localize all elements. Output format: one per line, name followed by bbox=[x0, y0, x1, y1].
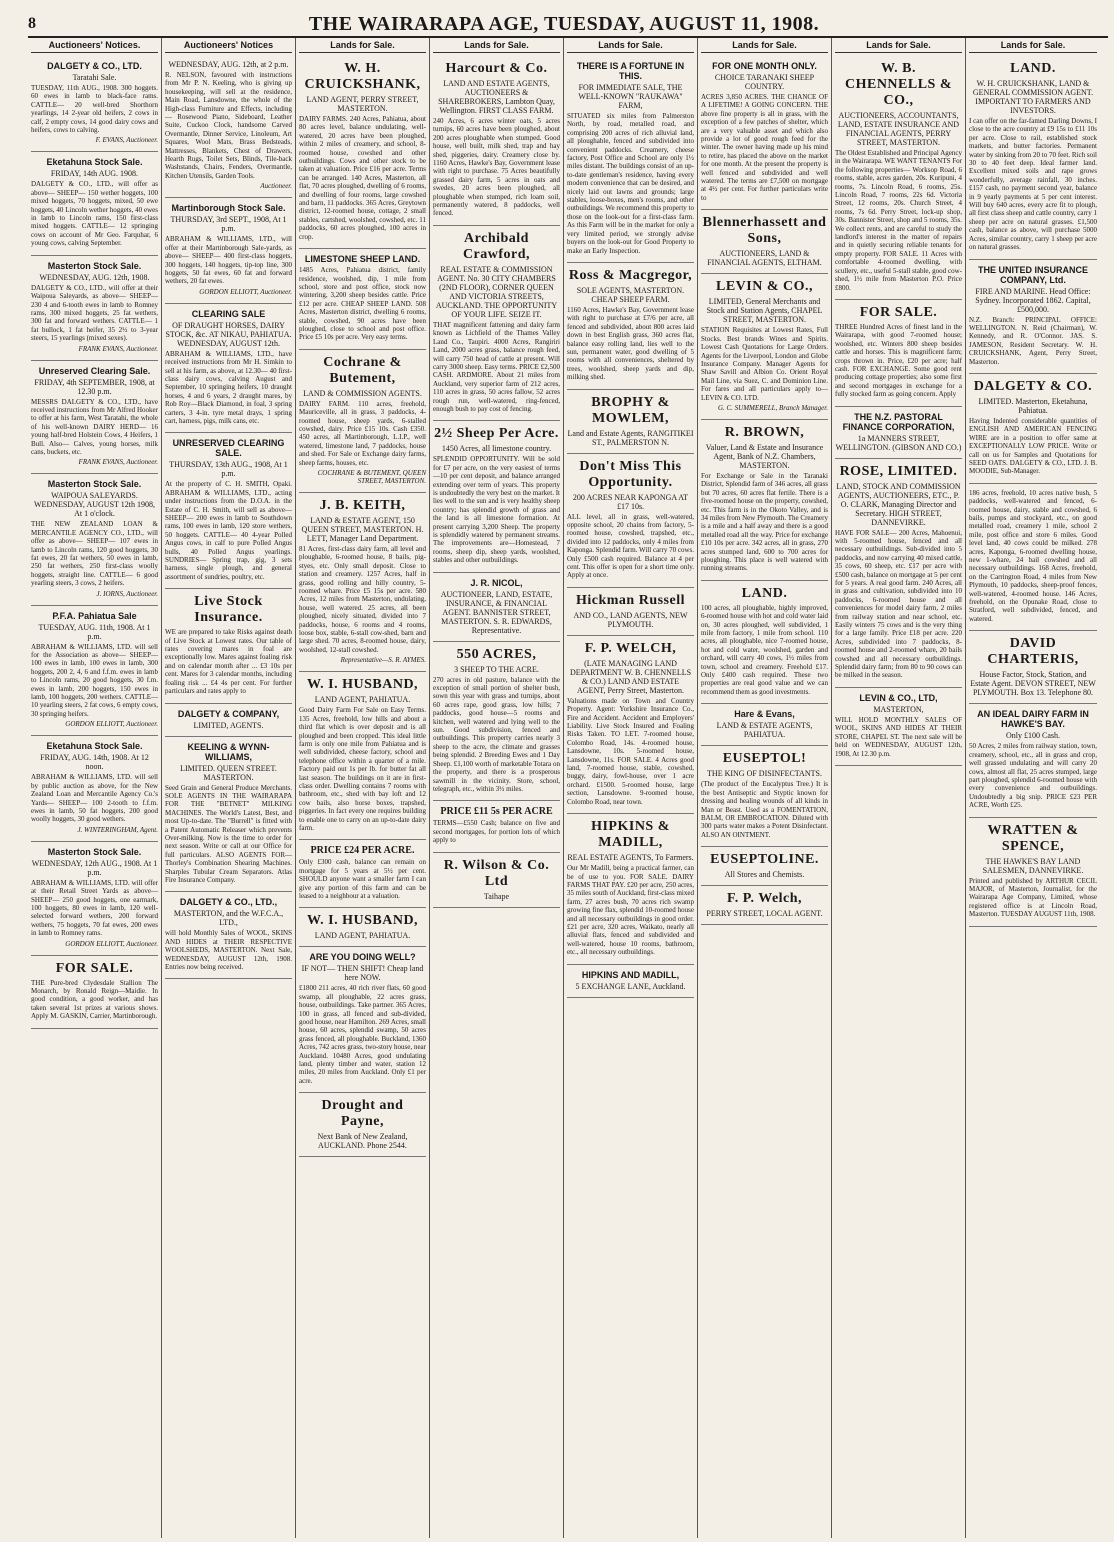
ad-body: 81 Acres, first-class dairy farm, all level and ploughable, 6-roomed house, 8 bails, pig-styes, etc. Only small deposit. Close to station and creamery. 1257 Acres, half in grass, good rolling and hilly country, 5-roomed whare. Price £5 15s per acre. 580 Acres, 12 miles from Masterton, undulating, house, well watered. 25 acres, all been ploughed, nicely situated, divided into 7 paddocks, house, 6 rooms and 4 rooms, loose box, stable, 6-stall cow-shed, barn and large shed. 70 acres, 8-roomed house, dairy, woolshed, 12-stall cowshed. bbox=[299, 545, 426, 654]
advertisement bbox=[701, 420, 828, 581]
advertisement bbox=[567, 390, 694, 454]
advertisement bbox=[969, 631, 1097, 704]
ad-body: Seed Grain and General Produce Merchants. SOLE AGENTS IN THE WAIRARAPA FOR THE "BETNET" MILKING MACHINES. The World's Latest, Best, and most Up-to-date. The "Burrell" is fitted with a Patent Automatic Releaser which prevents Over-milking. Now is the time to order for next season. Write or call at our Office for full particulars. ALSO AGENTS FOR— Thorley's Combination Shearing Machines. Sharples Tubular Cream Separators. Atlas Fire Insurance Company. bbox=[165, 783, 292, 884]
column-header: Auctioneers' Notices bbox=[165, 38, 292, 53]
ad-body: ACRES 3,850 ACRES. THE CHANCE OF A LIFETIME! A GOING CONCERN. THE above fine property is all in grass, with the exception of a few patches of shelter, which are a very valuable asset and which also provide a lot of good rough feed for the winter. The owner having made up his mind to retire, has placed the above on the market for one month. At the present the property is well fenced and subdivided and well watered. The terms are £7,500 on mortgage at 4½ per cent. For further particulars write to bbox=[701, 93, 828, 202]
ad-body: THREE Hundred Acres of finest land in the Wairarapa, with good 7-roomed house; woolshed, etc. Winters 800 sheep besides cattle and horses. This is magnificent farm; crops thrown in. Price, £20 per acre; half cash. FOR EXCHANGE. Some good rent producing cottage properties; also some first and second mortgages in exchange for a fully stocked farm as going concern. Apply bbox=[835, 322, 962, 399]
advertisement bbox=[299, 350, 426, 493]
ad-body: For Exchange or Sale in the Taranaki District, Splendid farm of 346 acres, all grass but 70 acres, 60 acres flat fertile. There is a five-roomed house on the property, cowshed, etc. This farm is in the Okoto Valley, and is 34 miles from New Plymouth. The Creamery is a mile and a half away and there is a good metalled road all the way. Price for exchange £10 10s per acre. 342 acres, all in grass, 270 acres stumped land, 600 to 700 acres for ploughing. This place is well watered with running streams. bbox=[701, 471, 828, 573]
ad-body: The Oldest Established and Principal Agency in the Wairarapa. WE WANT TENANTS For the following properties— Worksop Road, 6 rooms, stable, acres garden, 20s. Kuripuni, 4 rooms, 7s. Lincoln Road, 6 rooms, 25s. Lincoln Road, 7 rooms, 22s 6d. Victoria Street, 12 rooms, 20s. Church Street, 4 rooms, 7s 6d. Perry Street, lock-up shop, 30s. Bannister Street, shop and 5 rooms, 35s. We collect rents, and are careful to study the landlord's interest in the matter of repairs and in quietly securing reliable tenants for empty property. FOR SALE. 11 Acres with comfortable 4-roomed dwelling, with scullery, etc., useful 5-stall stable, good cow-shed, 1½ mile from Masterton P.O. Price £800. bbox=[835, 149, 962, 292]
ad-title: Hickman Russell bbox=[575, 592, 685, 608]
ad-body: ABRAHAM & WILLIAMS, LTD. will sell for the Association as above— SHEEP— 100 ewes in lamb, 100 ewes in lamb, 300 hoggets, 200 2, 4, 6 and f.f.m. ewes in lamb to Lincoln rams, 20 good hoggets, 30 f.m. ewes in lamb, 200 hoggets, 150 ewes in lamb, 100 hoggets, 200 wethers. CATTLE— 10 yearling steers, 2 fat cows, 6 empty cows, 30 springing heifers. bbox=[31, 642, 158, 718]
ad-body: At the property of C. H. SMITH, Opaki. ABRAHAM & WILLIAMS, LTD., acting under instructions from the D.O.A. in the Estate of C. H. Smith, will sell as above— SHEEP— 200 ewes in lamb to Southdown rams, 100 ewes in lamb, 120 store wethers, 50 hoggets. CATTLE— 40 4-year Polled Angus cows, in calf to pure Polled Angus bulls, 40 Polled Angus yearlings. SUNDRIES— Spring trap, gig, 3 sets harness, single plough, and general assortment of sundries, poultry, etc. bbox=[165, 480, 292, 581]
ad-body: WILL HOLD MONTHLY SALES OF WOOL, SKINS AND HIDES AT THEIR STORE, CHAPEL ST. The next sale will be held on WEDNESDAY, AUGUST 12th, 1908, At 12.30 p.m. bbox=[835, 715, 962, 758]
ad-title: W. B. CHENNELLS & CO., bbox=[844, 61, 953, 108]
ad-title: R. Wilson & Co. Ltd bbox=[443, 857, 550, 889]
ad-subtitle: IF NOT— THEN SHIFT! Cheap land here NOW. bbox=[301, 964, 424, 983]
advertisement bbox=[433, 421, 560, 572]
ad-signature: Auctioneer. bbox=[260, 182, 292, 191]
advertisement bbox=[701, 210, 828, 274]
ad-title: DALGETY & COMPANY, bbox=[177, 708, 280, 719]
ad-title: W. H. CRUICKSHANK, bbox=[304, 61, 421, 92]
ad-signature: FRANK EVANS, Auctioneer. bbox=[78, 458, 158, 467]
advertisement bbox=[567, 263, 694, 390]
ad-title: W. I. HUSBAND, bbox=[306, 677, 419, 693]
ad-title: Blennerhassett and Sons, bbox=[702, 215, 827, 247]
ad-body: 1485 Acres, Pahiatua district, family residence, woolshed, dip, 1 mile from school, store and post office, stock now wintering, 3,200 sheep besides cattle. Price £12 per acre. CHEAP SHEEP LAND. 508 Acres, Masterton district, dwelling 6 rooms, stable, cowshed, 90 acres have been ploughed, close to school and post office. Price £5 10s per acre. Very easy terms. bbox=[299, 266, 426, 342]
advertisement bbox=[969, 260, 1097, 374]
ad-body: 1160 Acres, Hawke's Bay, Government lease with right to purchase at £7/6 per acre, all fenced and subdivided, about 800 acres laid down in best English grass, 360 acres flat, balance easy rolling land, lies well to the sun, permanent water, good dwelling of 5 rooms with all conveniences, sheltered by trees, woolshed, sheep yards and dip, milking shed. bbox=[567, 305, 694, 382]
ad-subtitle: THURSDAY, 13th AUG., 1908, At 1 p.m. bbox=[169, 460, 288, 479]
column-7 bbox=[832, 38, 966, 1538]
ad-body: ABRAHAM & WILLIAMS, LTD. will sell by public auction as above, for the New Zealand Loan and Mercantile Agency Co.'s Yards— SHEEP— 100 2-tooth to f.f.m. ewes in lamb, 50 fat hoggets, 200 good woolly hoggets, 30 good wethers. bbox=[31, 773, 158, 824]
ad-subtitle: Taihape bbox=[483, 891, 510, 901]
newspaper-title: THE WAIRARAPA AGE, TUESDAY, AUGUST 11, 1908. bbox=[308, 12, 820, 35]
ad-subtitle: PERRY STREET, LOCAL AGENT. bbox=[706, 909, 823, 919]
advertisement bbox=[433, 226, 560, 421]
ad-subtitle: LAND AND ESTATE AGENTS, AUCTIONEERS & SHAREBROKERS, Lambton Quay, Wellington. FIRST CLASS FARM. bbox=[438, 79, 555, 115]
column-3 bbox=[296, 38, 430, 1538]
ad-body: £1800 211 acres, 40 rich river flats, 60 good swamp, all ploughable, 22 acres grass, house, outbuildings. Take partner. 365 Acres, 100 in grass, all fenced and sub-divided, good house, near Hamilton. 269 Acres, small house, 60 acres, splendid swamp, 50 acres grass fenced, all ploughable. Buckland, 1360 Acres, 742 acres grass, two-story house, near Auckland. 10480 Acres, good undulating land, plenty timber and water, station 12 miles, 20 miles from Auckland. Only £1 per acre. bbox=[299, 984, 426, 1085]
ad-subtitle: Next Bank of New Zealand, AUCKLAND. Phone 2544. bbox=[317, 1132, 408, 1151]
advertisement bbox=[835, 407, 962, 459]
ad-subtitle: 1a MANNERS STREET, WELLINGTON. (GIBSON AND CO.) bbox=[835, 433, 962, 452]
ad-subtitle: SOLE AGENTS, MASTERTON. CHEAP SHEEP FARM. bbox=[576, 285, 685, 304]
advertisement bbox=[165, 433, 292, 589]
ad-title: Cochrane & Butement, bbox=[323, 354, 402, 386]
ad-body: N.Z. Branch: PRINCIPAL OFFICE: WELLINGTON. N. Reid (Chairman), W. Kennedy, and R. O'Connor. JAS. S. JAMESON, Resident Secretary. W. H. CRUICKSHANK, Agent, Perry Street, Masterton. bbox=[969, 315, 1097, 366]
ad-title: KEELING & WYNN-WILLIAMS, bbox=[187, 741, 270, 762]
ad-subtitle: Only £100 Cash. bbox=[1006, 731, 1060, 741]
ad-body: Our Mr Madill, being a practical farmer, can be of use to you. FOR SALE. DAIRY FARMS THAT PAY. £20 per acre, 250 acres, 35 miles south of Auckland, first-class mixed farm, 27 acres bush, 70 acres rich swamp growing fine flax, splendid 10-roomed house and all necessary outbuildings in good order. £21 per acre, 320 acres, Waikato, nearly all alluvial flats, fenced and subdivided and well-watered, house 10 rooms, bathroom, etc., all necessary outbuildings. bbox=[567, 864, 694, 957]
advertisement bbox=[701, 56, 828, 210]
ad-body: DALGETY & CO., LTD., will offer as above— SHEEP— 150 wether hoggets, 100 mixed hoggets, 70 hoggets, mixed, 50 ewe hoggets, 40 Lincoln wether hoggets, 40 ewes in lamb to Lincoln rams, 150 first-class mixed hoggets. CATTLE— 12 springing cows on account of Mr Geo. Farquhar, 6 young cows, calving September. bbox=[31, 180, 158, 248]
ad-subtitle: REAL ESTATE & COMMISSION AGENT. No. 30 CITY CHAMBERS (2ND FLOOR), CORNER QUEEN AND VICTORIA STREETS, AUCKLAND. THE OPPORTUNITY OF YOUR LIFE. SEIZE IT. bbox=[435, 264, 558, 319]
ad-subtitle: THE KING OF DISINFECTANTS. bbox=[707, 769, 822, 779]
advertisement bbox=[433, 573, 560, 642]
ad-title: F. P. WELCH, bbox=[584, 640, 677, 656]
advertisement bbox=[969, 56, 1097, 260]
advertisement bbox=[165, 589, 292, 703]
advertisement bbox=[969, 704, 1097, 817]
ad-subtitle: FOR IMMEDIATE SALE, THE WELL-KNOWN "RAUKAWA" FARM, bbox=[578, 83, 683, 110]
advertisement bbox=[701, 704, 828, 746]
ad-title: 2½ Sheep Per Acre. bbox=[434, 426, 559, 442]
advertisement bbox=[31, 474, 158, 605]
advertisement bbox=[567, 588, 694, 636]
advertisement bbox=[701, 886, 828, 925]
ad-subtitle: TUESDAY, AUG. 11th, 1908. At 1 p.m. bbox=[38, 622, 151, 641]
ad-subtitle: Land and Estate Agents, RANGITIKEI ST., PALMERSTON N. bbox=[567, 428, 694, 447]
ad-subtitle: LIMITED, AGENTS. bbox=[193, 720, 264, 730]
ad-subtitle: LIMITED. Masterton, Eketahuna, Pahiatua. bbox=[978, 396, 1088, 415]
advertisement bbox=[835, 56, 962, 300]
ad-body: Good Dairy Farm For Sale on Easy Terms. 135 Acres, freehold, low hills and about a third flat which is over deposit and is all ploughed and been cropped. This ideal little farm is only one mile from Pahiatua and is well subdivided, cheese factory, school and telephone office within a quarter of a mile. Factory paid out 1s per lb. for butter fat all last season. The buildings on it are in first-class order. Dwelling contains 7 rooms with bathroom, etc., shed with bay loft and 12 cow bails, also horse boxes, trapshed, piggeries. In fact every one requires building to enable one to carry on an up-to-date dairy farm. bbox=[299, 706, 426, 832]
advertisement bbox=[433, 56, 560, 226]
column-1 bbox=[28, 38, 162, 1538]
advertisement bbox=[31, 361, 158, 475]
ad-body: ABRAHAM & WILLIAMS, LTD., have received instructions from Mr H. Simkin to sell at his farm, as above, at 12.30— 40 first-class dairy cows, calving August and September, 10 springing heifers, 10 draught horses, 4 and 6 years, 2 draught mares, by Rob Roy—Black Diamond, in foal, 3 spring carters, 3 4-in. tyre metal drays, 1 spring cart, harness, pigs, milk cans, etc. bbox=[165, 349, 292, 425]
advertisement bbox=[299, 908, 426, 947]
advertisement bbox=[701, 847, 828, 886]
ad-subtitle: LIMITED. QUEEN STREET. MASTERTON. bbox=[180, 763, 277, 782]
ad-title: Hare & Evans, bbox=[734, 709, 795, 720]
ad-subtitle: THE HAWKE'S BAY LAND SALESMEN, DANNEVIRKE. bbox=[982, 856, 1084, 875]
ad-body: SPLENDID OPPORTUNITY. Will be sold for £7 per acre, on the very easiest of terms—10 per cent deposit, and balance arranged extending over term of years. This property is undoubtedly the very best on the market. It lies well to the sun and is very healthy sheep country; has splendid growth of grass and the land is all limestone formation. At present carrying 3,200 Sheep. The property is splendidly watered by permanent streams. The improvements are—Homestead, 7 rooms, sheep dip, sheep yards, woolshed, stables and other outbuildings. bbox=[433, 455, 560, 565]
ad-title: DALGETY & CO., LTD., bbox=[179, 897, 278, 908]
ad-title: W. I. HUSBAND, bbox=[306, 913, 419, 929]
ad-subtitle: 200 ACRES NEAR KAPONGA AT £17 10s. bbox=[572, 492, 689, 511]
advertisement bbox=[165, 892, 292, 979]
ad-title: J. R. NICOL, bbox=[470, 577, 523, 588]
ad-subtitle: 3 SHEEP TO THE ACRE. bbox=[454, 664, 539, 674]
advertisement bbox=[299, 249, 426, 350]
ad-title: CLEARING SALE bbox=[191, 308, 266, 319]
advertisement bbox=[31, 152, 158, 255]
ad-title: Harcourt & Co. bbox=[445, 61, 548, 76]
ad-signature: G. C. SUMMERELL, Branch Manager. bbox=[717, 403, 828, 412]
advertisement bbox=[165, 56, 292, 198]
ad-signature: Representative—S. R. AYMES. bbox=[340, 656, 426, 665]
advertisement bbox=[835, 688, 962, 766]
ad-body: DALGETY & CO., LTD., will offer at their Waipoua Saleyards, as above— SHEEP— 230 4 and 6-tooth ewes in lamb to Romney rams, 300 mixed hoggets, 25 fat wethers, 300 fat and forward wethers. CATTLE— 1 fat bullock, 1 fat heifer, 35 2½ to 3-year steers, 15 yearlings (mixed sexes). bbox=[31, 283, 158, 343]
ad-title: LIMESTONE SHEEP LAND. bbox=[304, 254, 421, 265]
page-number: 8 bbox=[28, 15, 36, 32]
advertisement bbox=[701, 274, 828, 420]
ad-title: LAND. bbox=[1010, 61, 1056, 76]
ad-subtitle: MASTERTON, and the W.F.C.A., LTD., bbox=[173, 909, 284, 928]
ad-body: WE are prepared to take Risks against death of Live Stock at Lowest rates. Our table of rates covering mares in foal are exceptionally low. Mares against foaling risk and on calendar month after ... £3 10s per cent. Mares for 3 calendar months, including foaling risk ... £4 4s per cent. For further particulars and rates apply to bbox=[165, 628, 292, 696]
advertisement bbox=[299, 493, 426, 672]
advertisement bbox=[31, 606, 158, 737]
ad-body: (The product of the Eucalyptus Tree.) It is the best Antiseptic and Styptic known for dressing and healing wounds of all kinds in Man or Beast. Used as a FOMENTATION, BALM, OR EMBROCATION. Diluted with 300 parts water makes a Potent Disinfectant. ALSO AN OINTMENT. bbox=[701, 780, 828, 839]
column-header: Lands for Sale. bbox=[835, 38, 962, 53]
ad-title: Drought and Payne, bbox=[321, 1098, 404, 1130]
ad-title: DAVID CHARTERIS, bbox=[987, 636, 1079, 668]
ad-body: 100 acres, all ploughable, highly improved, 6-roomed house with hot and cold water laid on, 30 acres ploughed, well subdivided, 1 mile from factory, 1 mile from school. 110 acres, all ploughable, nice 7-roomed house, hot and cold water, woolshed, garden and orchard, will carry 40 cows, 1½ miles from town, school and creamery. Freehold £17. Only £400 cash required. These two properties are real good value and we can recommend them as good investments. bbox=[701, 603, 828, 696]
ad-body: will hold Monthly Sales of WOOL, SKINS AND HIDES at THEIR RESPECTIVE WOOLSHEDS, MASTERTON. Next Sale, WEDNESDAY, AUGUST 12th, 1908. Entries now being received. bbox=[165, 929, 292, 971]
ad-subtitle: LAND & ESTATE AGENTS, PAHIATUA. bbox=[716, 721, 813, 740]
ad-title: FOR ONE MONTH ONLY. bbox=[712, 61, 817, 71]
ad-subtitle: OF DRAUGHT HORSES, DAIRY STOCK, &c. AT NIKAU, PAHIATUA. WEDNESDAY, AUGUST 12th. bbox=[165, 320, 292, 348]
ad-title: FOR SALE. bbox=[859, 304, 938, 320]
advertisement bbox=[835, 300, 962, 407]
ad-body: 50 Acres, 2 miles from railway station, town, creamery, school, etc., all in grass and crop, well grassed undulating and will carry 20 cows, almost all flat, 25 acres stumped, large part ploughed, splendid 6-roomed house with every convenience and outbuildings. Undoubtedly a big snip. PRICE £23 PER ACRE, Worth £25. bbox=[969, 742, 1097, 810]
ad-title: J. B. KEITH, bbox=[319, 498, 406, 513]
ad-subtitle: (LATE MANAGING LAND DEPARTMENT W. B. CHENNELLS & CO.) LAND AND ESTATE AGENT, Perry Street, Masterton. bbox=[569, 658, 692, 695]
ad-title: EUSEPTOL! bbox=[722, 751, 807, 767]
ad-body: THE Pure-bred Clydesdale Stallion The Monarch, by Ronald Reign—Maidie. In good condition, a good worker, and has taken several 1st prizes at various shows. Apply M. GASKIN, Carrier, Martinborough. bbox=[31, 978, 158, 1021]
column-header: Lands for Sale. bbox=[433, 38, 560, 53]
ad-body: ABRAHAM & WILLIAMS, LTD., will offer at their Martinborough Sale-yards, as above— SHEEP— 400 first-class hoggets, 300 hoggets, 140 hoggets, tip-top line, 300 hoggets, 50 fat ewes, 60 fat and forward wethers, 20 fat ewes. bbox=[165, 235, 292, 286]
ad-title: THE N.Z. PASTORAL FINANCE CORPORATION, bbox=[842, 411, 955, 432]
column-header: Lands for Sale. bbox=[969, 38, 1097, 53]
ad-body: STATION Requisites at Lowest Rates, Full Stocks. Best brands Wines and Spirits. Lowest Cash Quotations for Large Orders. Agents for the Liverpool, London and Globe Insurance Company. Manager Agents for Shaw Savill and Albion Co. Orient Royal Mail Line, via Suez, C. and Dominion Line. For fares and all particulars apply to— LEVIN & CO. LTD. bbox=[701, 326, 828, 402]
ad-title: F. P. Welch, bbox=[726, 891, 803, 907]
advertisement bbox=[31, 956, 158, 1029]
ad-signature: COCHRANE & BUTEMENT, QUEEN STREET, MASTERTON. bbox=[317, 469, 426, 485]
ad-title: EUSEPTOLINE. bbox=[710, 852, 819, 868]
advertisement bbox=[299, 1093, 426, 1157]
ad-subtitle: AUCTIONEERS, ACCOUNTANTS, LAND, ESTATE INSURANCE AND FINANCIAL AGENTS, PERRY STREET, MASTERTON. bbox=[837, 111, 960, 147]
ad-title: LAND. bbox=[741, 585, 788, 601]
ad-subtitle: THURSDAY, 3rd SEPT., 1908, At 1 p.m. bbox=[170, 215, 287, 234]
ad-subtitle: WEDNESDAY, AUG. 12th, at 2 p.m. bbox=[168, 60, 289, 69]
masthead bbox=[28, 12, 1108, 38]
ad-subtitle: REAL ESTATE AGENTS, To Farmers. bbox=[567, 853, 694, 863]
ad-title: 550 ACRES, bbox=[456, 646, 537, 662]
advertisement bbox=[567, 814, 694, 964]
ad-body: SITUATED six miles from Palmerston North, by road, metalled road, and comprising 200 acres of rich alluvial land, all ploughable, fenced and subdivided into convenient paddocks. Creamery, cheese factory, Post Office and School are only 1½ miles distant. The buildings consist of an up-to-date gentleman's residence, having every modern convenience that can be desired, and nicely laid out lawns and grounds; large stables, loose-boxes, men's rooms, and other outbuildings. We recommend this property to those on the look-out for a first-class farm. As this Farm will be in the market for only a very limited period, we strongly advise buyers on the look-out for Good Property to make an Early Inspection. bbox=[567, 112, 694, 255]
ad-signature: J. IORNS, Auctioneer. bbox=[96, 589, 158, 598]
ad-subtitle: 5 EXCHANGE LANE, Auckland. bbox=[575, 981, 686, 991]
ad-body: ALL level, all in grass, well-watered, opposite school, 20 chains from factory, 5-roomed house, cowshed, trapshed, etc., divided into 12 paddocks, only 4 miles from Kaponga. Splendid farm. Will carry 70 cows. Only £500 cash required. Balance at 4 per cent. This offer is open for a short time only. Apply at once. bbox=[567, 512, 694, 580]
ad-title: DALGETY & CO., LTD. bbox=[47, 61, 142, 71]
ad-title: Archibald Crawford, bbox=[462, 230, 531, 262]
ad-subtitle: FRIDAY, 4th SEPTEMBER, 1908, at 12.30 p.m. bbox=[34, 377, 155, 396]
ad-subtitle: W. H. CRUICKSHANK, LAND & GENERAL COMMISSION AGENT. IMPORTANT TO FARMERS AND INVESTORS. bbox=[972, 79, 1094, 115]
columns bbox=[28, 38, 1110, 1538]
ad-subtitle: WEDNESDAY, 12th AUG., 1908. At 1 p.m. bbox=[31, 858, 158, 877]
advertisement bbox=[701, 581, 828, 704]
advertisement bbox=[165, 198, 292, 303]
ad-body: MESSRS DALGETY & CO., LTD., have received instructions from Mr Alfred Hooker to offer at his farm, West Taratahi, the whole of his well-known DAIRY HERD— 16 young half-bred Holstein Cows, 4 Heifers, 1 Bull. Also— Calves, young horses, milk cans, buckets, etc. bbox=[31, 397, 158, 456]
advertisement bbox=[31, 256, 158, 361]
ad-title: LEVIN & CO., bbox=[715, 279, 813, 295]
ad-body: Only £300 cash, balance can remain on mortgage for 5 years at 5½ per cent. SHOULD anyone want a smaller farm I can give any portion of this farm and can be leased to a neighbour at a valuation. bbox=[299, 858, 426, 900]
ad-signature: F. EVANS, Auctioneer. bbox=[95, 136, 158, 145]
ad-body: R. NELSON, favoured with instructions from Mr P. N. Keeling, who is giving up housekeeping, will sell at the residence, Main Road, Lansdowne, the whole of the High-class Furniture and Effects, including— Rosewood Piano, Sideboard, Leather Suite, Cuckoo Clock, handsome Carved Overmantle, Dinner Service, Linoleum, Art Squares, Wool Mats, Brass Bedsteads, Mattresses, Blankets, Chest of Drawers, Hearth Rugs, Toilet Sets, Blinds, Tile-back Washstands, Chairs, Fenders, Overmantle, Kitchen Utensils, Garden Tools. bbox=[165, 71, 292, 180]
ad-subtitle: LAND AGENT, PAHIATUA. bbox=[314, 931, 411, 941]
ad-body: THAT magnificent fattening and dairy farm known as Lichfield of the Thames Valley Land Co., Taupiri. 4000 Acres, Rangiriri Land, 2000 acres grass, balance rough feed, will carry 750 head of cattle at present. Will carry 3000 sheep. Easy terms. PRICE £2,500 CASH. ARDMORE. About 21 miles from Auckland, very superior farm of 212 acres, 110 acres in grass, 50 acres fallow, 52 acres rough run, well-watered, ring-fenced, enough bush to pay cost of fencing. bbox=[433, 320, 560, 413]
ad-subtitle: Valuer, Land & Estate and Insurance Agent, Bank of N.Z. Chambers, MASTERTON. bbox=[705, 442, 824, 470]
advertisement bbox=[433, 642, 560, 802]
ad-title: HIPKINS AND MADILL, bbox=[581, 969, 680, 980]
ad-subtitle: 1450 Acres, all limestone country. bbox=[441, 444, 552, 454]
ad-title: THERE IS A FORTUNE IN THIS. bbox=[576, 61, 685, 81]
ad-body: 186 acres, freehold, 10 acres native bush, 5 paddocks, well-watered and fenced, 6-roomed house, dairy, stable and cowshed, 6 bails, pumps and stockyard, etc., on good metalled road, creamery 1 mile, school 2 mile, post office and store 6 miles. Good level land, 40 cows could be milked. 278 acres, Kaponga, 6-roomed dwelling house, new 1-whare, 24 bail cowshed and all necessary outbuildings. 168 Acres, freehold, on the Carrington Road, 4 miles from New Plymouth, 10 paddocks, sheep-proof fences, well-watered, 4-roomed house. 146 Acres, freehold, on the Opunake Road, close to Stratford, well subdivided, fenced, and watered. bbox=[969, 488, 1097, 623]
ad-title: Martinborough Stock Sale. bbox=[171, 203, 286, 214]
advertisement bbox=[567, 56, 694, 263]
advertisement bbox=[567, 454, 694, 588]
ad-body: DAIRY FARMS. 240 Acres, Pahiatua, about 80 acres level, balance undulating, well-watered, 20 acres have been ploughed, within 2 miles of creamery, and school, 8-roomed house, cowshed and other outbuildings. Cows and other stock to be taken at valuation. Price £16 per acre. Terms can be arranged. 140 Acres, Masterton, all flat, 70 acres ploughed, dwelling of 6 rooms, and dwelling of four rooms, large cowshed and barn, 11 paddocks. 365 Acres, Greytown district, 12-roomed house, cottage, 2 small stables, cartshed, woolshed, cowshed, etc. 11 paddocks, 60 acres ploughed, 100 acres in crop. bbox=[299, 115, 426, 241]
column-5 bbox=[564, 38, 698, 1538]
ad-title: Masterton Stock Sale. bbox=[47, 260, 142, 271]
ad-subtitle: House Factor, Stock, Station, and Estate Agent. DEVON STREET, NEW PLYMOUTH. Box 13. Telephone 80. bbox=[970, 670, 1096, 698]
advertisement bbox=[969, 818, 1097, 927]
column-header: Lands for Sale. bbox=[567, 38, 694, 53]
ad-signature: GORDON ELLIOTT, Auctioneer. bbox=[65, 939, 158, 948]
ad-title: LEVIN & CO., LTD, bbox=[859, 692, 938, 703]
ad-body: I can offer on the far-famed Darling Downs, I close to the acre country at £9 15s to £11 10s per acre. Close to rail, established stock markets, and butter factories. Permanent water by sinking from 20 to 70 feet. Rich soil 30 to 40 feet deep. Ideal farmer land. Excellent mixed soils and rape grows wonderfully, average rainfall, 30 inches. £157 cash, no payment second year, balance in 9 yearly payments at 5 per cent interest. Will buy 640 acres, every acre fit to plough, all first class sheep and cattle country, carry 1 sheep per acre on natural grasses. £1,500 cash, balance as above, will purchase 5000 Acres, similar country, carry 1 sheep per acre on natural grasses. bbox=[969, 117, 1097, 252]
ad-title: BROPHY & MOWLEM, bbox=[591, 394, 670, 426]
ad-title: Live Stock Insurance. bbox=[194, 594, 263, 626]
ad-title: Ross & Macgregor, bbox=[568, 267, 693, 283]
ad-subtitle: FRIDAY, AUG. 14th, 1908. At 12 noon. bbox=[40, 753, 149, 772]
ad-subtitle: WAIPOUA SALEYARDS. WEDNESDAY, AUGUST 12th 1908, At 1 o'clock. bbox=[34, 491, 155, 519]
column-4 bbox=[430, 38, 564, 1538]
column-6 bbox=[698, 38, 832, 1538]
ad-title: P.F.A. Pahiatua Sale bbox=[52, 610, 137, 621]
ad-body: 240 Acres, 6 acres winter oats, 5 acres turnips, 60 acres have been ploughed, about 200 acres ploughable when stumped. Good house, well built, milk shed, trap and hay shed, piggeries, dairy. Creamery close by. 1160 Acres, Hawke's Bay, Government lease with right to purchase. 75 Acres beautifully grassed dairy farm, 5 acres in oats and swedes, 20 acres been ploughed, all ploughable when stumped, rich loam soil, permanently watered, 8 paddocks, well fenced. bbox=[433, 117, 560, 218]
advertisement bbox=[969, 374, 1097, 484]
advertisement bbox=[433, 853, 560, 908]
advertisement bbox=[835, 459, 962, 688]
advertisement bbox=[299, 947, 426, 1093]
ad-subtitle: FIRE AND MARINE. Head Office: Sydney. Incorporated 1862. Capital, £500,000. bbox=[975, 286, 1091, 314]
advertisement bbox=[31, 842, 158, 956]
ad-subtitle: PRICE £11 5s PER ACRE bbox=[440, 806, 553, 818]
ad-title: UNRESERVED CLEARING SALE. bbox=[172, 438, 285, 459]
advertisement bbox=[299, 840, 426, 908]
ad-body: Valuations made on Town and Country Property. Agent: Yorkshire Insurance Co., Fire and Accident. Accident and Employers' Liability. Live Stock Insured and Foaling Risks Taken. TO LET. 7-roomed house, Colombo Road, 14s. 4-roomed house, Lansdowne, 10s. 5-roomed house, Lansdowne, 11s. FOR SALE. 4 Acres good land, 7-roomed house, stable, cowshed, buggy, dairy, fowl-house, over 1 acre orchard. £1500. 5-roomed house, large section, Lansdowne. 9-roomed house, Colombo Road, near town. bbox=[567, 696, 694, 806]
ad-subtitle: All Stores and Chemists. bbox=[724, 870, 805, 880]
column-8 bbox=[966, 38, 1100, 1538]
column-2 bbox=[162, 38, 296, 1538]
ad-body: 270 acres in old pasture, balance with the exception of small portion of shelter bush, sown this year with grass and turnips, about 60 acres rape, good grass, low hills; 7 paddocks, good house—5 rooms and kitchen, well watered and lying well to the sun. Good subdivision, fenced and outbuildings. This property carries nearly 3 sheep to the acre, the climate and grasses being splendid. 2 Breeding Ewes and 1 Day Sheep. £1,100 worth of marketable Totara on the property, and there is a prosperous sawmill in the vicinity. Store, school, telegraph, etc., within 3½ miles. bbox=[433, 675, 560, 793]
ad-subtitle: LAND & ESTATE AGENT, 150 QUEEN STREET, MASTERTON. H. LETT, Manager Land Department. bbox=[301, 516, 424, 543]
ad-title: FOR SALE. bbox=[55, 960, 134, 976]
ad-title: WRATTEN & SPENCE, bbox=[987, 822, 1079, 854]
ad-subtitle: LAND AGENT, PAHIATUA. bbox=[314, 695, 411, 705]
ad-body: ABRAHAM & WILLIAMS, LTD. will offer at their Retail Street Yards as above— SHEEP— 250 good hoggets, one earmark, 100 hoggets, 80 ewes in lamb, 120 well-selected forward wethers, 200 forward wethers, 75 hoggets, 70 fat ewes, 200 ewes in lamb to Romney rams. bbox=[31, 878, 158, 938]
ad-subtitle: MASTERTON, bbox=[873, 704, 924, 714]
ad-title: Eketahuna Stock Sale. bbox=[46, 157, 143, 168]
advertisement bbox=[701, 746, 828, 847]
ad-subtitle: AUCTIONEERS, LAND & FINANCIAL AGENTS, ELTHAM. bbox=[707, 249, 822, 268]
ad-title: Unreserved Clearing Sale. bbox=[38, 365, 151, 376]
ad-signature: GORDON ELLIOTT, Auctioneer. bbox=[65, 720, 158, 729]
ad-signature: J. WINTERINGHAM, Agent. bbox=[77, 825, 158, 834]
ad-signature: FRANK EVANS, Auctioneer. bbox=[78, 344, 158, 353]
ad-title: ROSE, LIMITED. bbox=[839, 463, 958, 479]
ad-title: HIPKINS & MADILL, bbox=[591, 819, 670, 851]
advertisement bbox=[165, 737, 292, 893]
ad-subtitle: WEDNESDAY, AUG. 12th, 1908. bbox=[39, 272, 150, 282]
advertisement bbox=[31, 56, 158, 152]
advertisement bbox=[567, 965, 694, 998]
ad-body: TUESDAY, 11th AUG., 1908. 300 hoggets. 60 ewes in lamb to black-face rams. CATTLE— 20 well-bred Shorthorn yearlings, 14 2-year old heifers, 2 cows in calf, 2 empty cows, 14 good dairy cows and heifers, cows to calving. bbox=[31, 84, 158, 135]
column-header: Lands for Sale. bbox=[701, 38, 828, 53]
ad-title: Masterton Stock Sale. bbox=[47, 479, 142, 490]
ad-title: ARE YOU DOING WELL? bbox=[309, 952, 416, 963]
ad-subtitle: LAND, STOCK AND COMMISSION AGENTS, AUCTIONEERS, ETC., P. O. CLARK, Managing Director and Secretary. HIGH STREET, DANNEVIRKE. bbox=[836, 481, 961, 527]
ad-subtitle: LAND AGENT, PERRY STREET, MASTERTON. bbox=[306, 95, 419, 113]
advertisement bbox=[969, 484, 1097, 632]
ad-subtitle: PRICE £24 PER ACRE. bbox=[310, 845, 415, 857]
advertisement bbox=[165, 304, 292, 434]
ad-body: Having Indented considerable quantities of ENGLISH AND AMERICAN FENCING WIRE are in a position to offer same at EXCEPTIONALLY LOW PRICE. Write or call on us for Samples and Quotations for SEED OATS. DALGETY & CO., LTD. J. B. MOODIE, Sub-Manager. bbox=[969, 416, 1097, 476]
ad-body: DAIRY FARM. 110 acres, freehold, Mauriceville, all in grass, 3 paddocks, 4-roomed house, sheep yards, 6-stalled cowshed, dairy. Price £15 10s. Cash £350. 450 acres, all Martinborough, L.I.P., well watered, limestone land, 7 paddocks, house and shed. For Sale or Exchange dairy farms, sheep farms, houses, etc. bbox=[299, 399, 426, 467]
ad-title: R. BROWN, bbox=[724, 424, 805, 440]
advertisement bbox=[433, 801, 560, 852]
column-header: Auctioneers' Notices. bbox=[31, 38, 158, 53]
advertisement bbox=[165, 704, 292, 737]
ad-title: THE UNITED INSURANCE COMPANY, Ltd. bbox=[977, 264, 1088, 285]
ad-body: TERMS—£550 Cash; balance on five and second mortgages, for portion lots of which apply to bbox=[433, 819, 560, 845]
ad-title: Masterton Stock Sale. bbox=[47, 846, 142, 857]
ad-subtitle: FRIDAY, 14th AUG. 1908. bbox=[50, 169, 139, 179]
column-header: Lands for Sale. bbox=[299, 38, 426, 53]
ad-subtitle: LAND & COMMISSION AGENTS. bbox=[303, 388, 422, 398]
ad-signature: GORDON ELLIOTT, Auctioneer. bbox=[199, 287, 292, 296]
ad-body: Printed and published by ARTHUR CECIL MAJOR, of Masterton, Journalist, for the Wairarapa Age Company, Limited, whose registered office is at Lincoln Road, Masterton. TUESDAY AUGUST 11th, 1908. bbox=[969, 876, 1097, 919]
ad-subtitle: AUCTIONEER, LAND, ESTATE, INSURANCE, & FINANCIAL AGENT. BANNISTER STREET, MASTERTON. S. R. EDWARDS, Representative. bbox=[440, 589, 553, 635]
advertisement bbox=[299, 672, 426, 840]
ad-subtitle: AND CO., LAND AGENTS, NEW PLYMOUTH. bbox=[573, 610, 688, 629]
ad-title: Don't Miss This Opportunity. bbox=[579, 458, 682, 490]
ad-body: HAVE FOR SALE— 200 Acres, Mahoenui, with 5-roomed house, fenced and all necessary outbuildings. Sub-divided into 5 paddocks, and now carrying 40 mixed cattle, 35 cows, 60 sheep, etc. £17 per acre with £500 cash, balance on mortgage at 5 per cent for 5 years. A real good farm. 240 Acres, all in grass and cultivation, subdivided into 10 paddocks, 6-roomed house and all conveniences for model dairy farm, 2 miles from railway station and near school, etc. Easily winters 75 cows and is the very thing for a large family. Price £18 per acre. 220 Acres, subdivided into 7 paddocks, 8-roomed house and 2-roomed whare, 20 bails cowshed and all necessary outbuildings. Splendid dairy farm; from 80 to 90 cows can be milked in the season. bbox=[835, 528, 962, 680]
ad-subtitle: CHOICE TARANAKI SHEEP COUNTRY. bbox=[714, 73, 815, 91]
ad-title: DALGETY & CO. bbox=[973, 378, 1093, 394]
ad-subtitle: Taratahi Sale. bbox=[72, 73, 117, 82]
advertisement bbox=[299, 56, 426, 249]
advertisement bbox=[31, 736, 158, 841]
advertisement bbox=[567, 636, 694, 814]
ad-title: AN IDEAL DAIRY FARM IN HAWKE'S BAY. bbox=[977, 709, 1089, 730]
ad-subtitle: LIMITED, General Merchants and Stock and Station Agents, CHAPEL STREET, MASTERTON. bbox=[706, 297, 823, 325]
ad-body: THE NEW ZEALAND LOAN & MERCANTILE AGENCY CO., LTD., will offer as above— SHEEP— 107 ewes in lamb to Lincoln rams, 120 good hoggets, 30 fat ewes, 20 fat wethers, 50 ewes in lamb, 250 fat wethers, 250 first-class woolly hoggets, straight line. CATTLE— 6 good yearling steers, 3 cows, 2 heifers. bbox=[31, 520, 158, 588]
ad-title: Eketahuna Stock Sale. bbox=[46, 741, 143, 752]
